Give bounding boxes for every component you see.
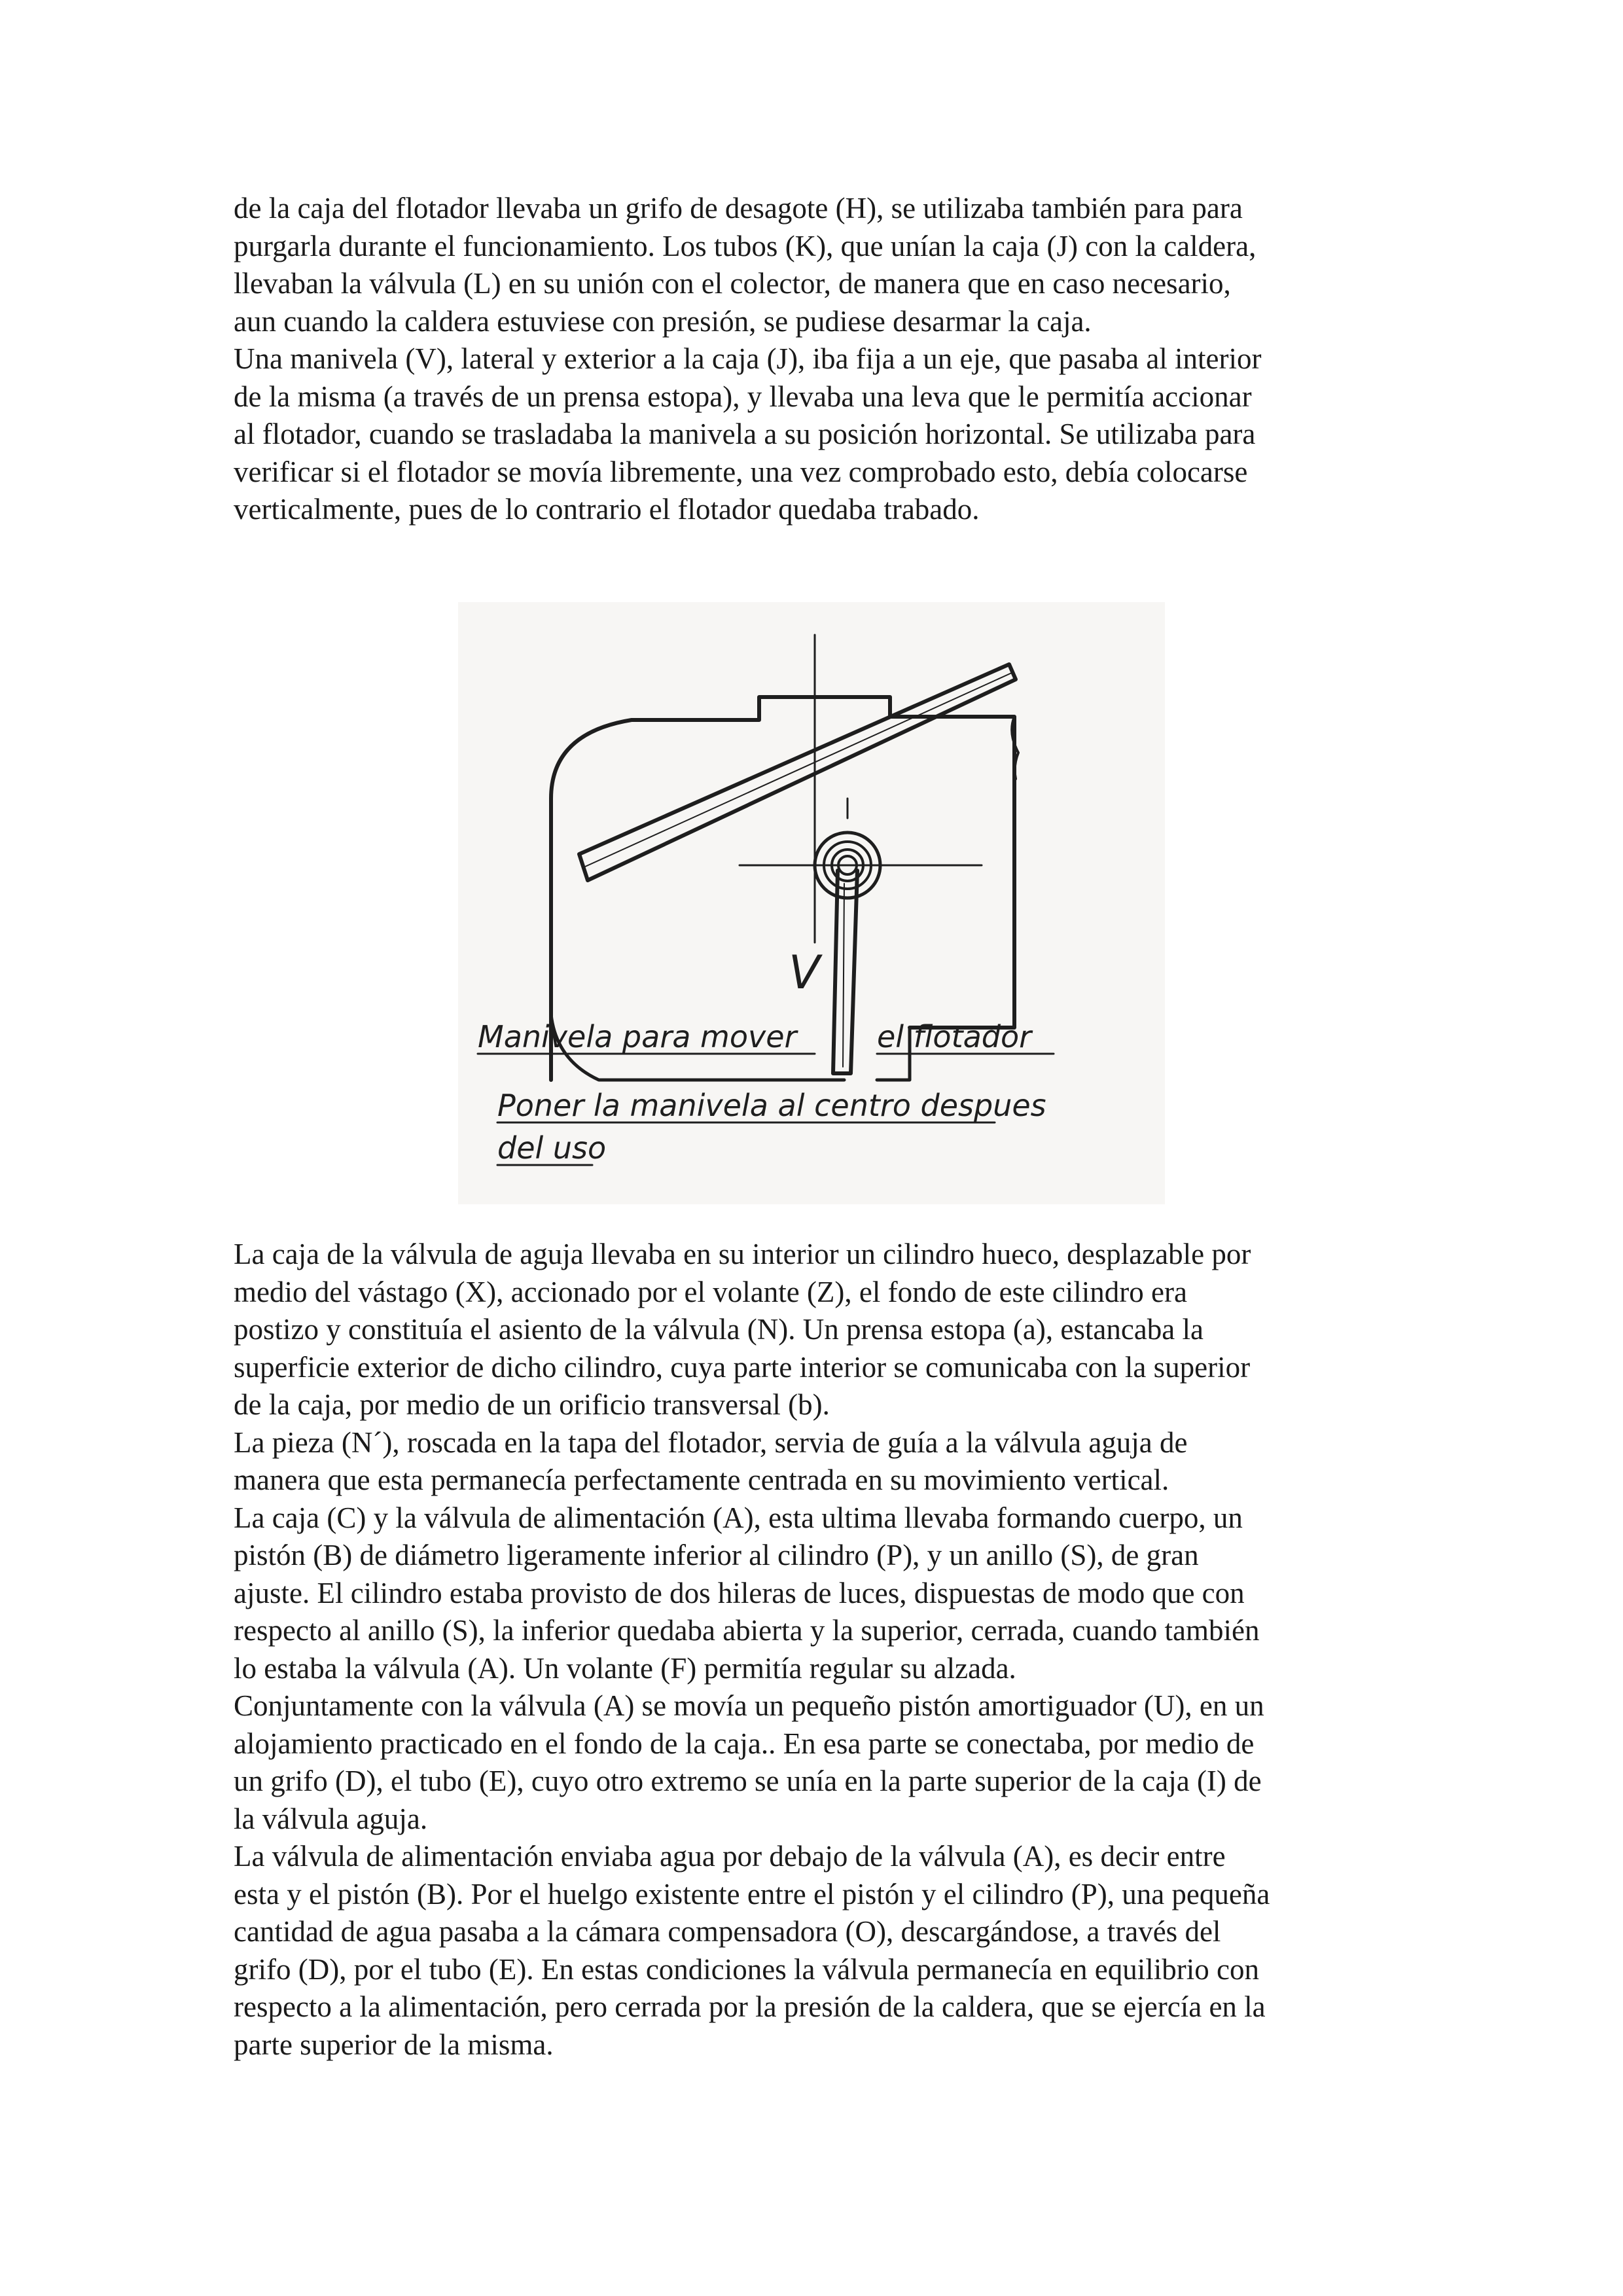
text-line: grifo (D), por el tubo (E). En estas condiciones la válvula permanecía en equilibrio con	[234, 1952, 1259, 1986]
crank-diagram-drawing	[458, 602, 1165, 1204]
text-line: Una manivela (V), lateral y exterior a la caja (J), iba fija a un eje, que pasaba al interior	[234, 342, 1262, 375]
text-line: ajuste. El cilindro estaba provisto de dos hileras de luces, dispuestas de modo que con	[234, 1576, 1245, 1609]
text-line: la válvula aguja.	[234, 1802, 428, 1835]
text-line: respecto al anillo (S), la inferior quedaba abierta y la superior, cerrada, cuando también	[234, 1614, 1260, 1647]
text-line: de la caja, por medio de un orificio transversal (b).	[234, 1388, 830, 1421]
text-line: manera que esta permanecía perfectamente centrada en su movimiento vertical.	[234, 1463, 1169, 1496]
crank-handle	[833, 870, 857, 1073]
text-line: aun cuando la caldera estuviese con presión, se pudiese desarmar la caja.	[234, 304, 1092, 338]
text-line: medio del vástago (X), accionado por el volante (Z), el fondo de este cilindro era	[234, 1275, 1187, 1308]
top-paragraph	[234, 190, 1399, 529]
text-line: postizo y constituía el asiento de la válvula (N). Un prensa estopa (a), estancaba la	[234, 1313, 1204, 1346]
text-line: Conjuntamente con la válvula (A) se movía un pequeño pistón amortiguador (U), en un	[234, 1689, 1264, 1722]
text-line: llevaban la válvula (L) en su unión con el colector, de manera que en caso necesario,	[234, 267, 1231, 300]
crank-handle-centerline	[843, 884, 844, 1067]
diagonal-bar-inner	[584, 673, 1012, 867]
caption-left: Manivela para mover	[478, 1019, 797, 1054]
text-line: La pieza (N´), roscada en la tapa del flotador, servia de guía a la válvula aguja de	[234, 1426, 1188, 1459]
note-line-1: Poner la manivela al centro despues	[497, 1088, 1046, 1123]
text-line: cantidad de agua pasaba a la cámara compensadora (O), descargándose, a través del	[234, 1915, 1221, 1948]
text-line: superficie exterior de dicho cilindro, cuya parte interior se comunicaba con la superior	[234, 1350, 1251, 1384]
text-line: La caja de la válvula de aguja llevaba en su interior un cilindro hueco, desplazable por	[234, 1238, 1251, 1270]
label-v: V	[789, 946, 820, 999]
text-line: respecto a la alimentación, pero cerrada por la presión de la caldera, que se ejercía en la	[234, 1990, 1266, 2023]
text-line: al flotador, cuando se trasladaba la manivela a su posición horizontal. Se utilizaba para	[234, 418, 1256, 450]
text-line: de la caja del flotador llevaba un grifo de desagote (H), se utilizaba también para para	[234, 192, 1243, 224]
text-line: La caja (C) y la válvula de alimentación (A), esta ultima llevaba formando cuerpo, un	[234, 1501, 1243, 1534]
text-line: de la misma (a través de un prensa estopa), y llevaba una leva que le permitía accionar	[234, 380, 1252, 413]
crank-diagram-figure	[458, 602, 1165, 1204]
note-line-2: del uso	[497, 1130, 607, 1166]
text-line: pistón (B) de diámetro ligeramente inferior al cilindro (P), y un anillo (S), de gran	[234, 1539, 1199, 1571]
text-line: lo estaba la válvula (A). Un volante (F) permitía regular su alzada.	[234, 1651, 1016, 1685]
text-line: verticalmente, pues de lo contrario el flotador quedaba trabado.	[234, 493, 980, 526]
text-line: La válvula de alimentación enviaba agua por debajo de la válvula (A), es decir entre	[234, 1840, 1226, 1873]
text-line: parte superior de la misma.	[234, 2028, 554, 2061]
text-line: purgarla durante el funcionamiento. Los tubos (K), que unían la caja (J) con la caldera,	[234, 229, 1257, 262]
text-line: esta y el pistón (B). Por el huelgo existente entre el pistón y el cilindro (P), una pequeña	[234, 1877, 1270, 1910]
text-line: un grifo (D), el tubo (E), cuyo otro extremo se unía en la parte superior de la caja (I) de	[234, 1765, 1262, 1797]
text-line: alojamiento practicado en el fondo de la caja.. En esa parte se conectaba, por medio de	[234, 1727, 1255, 1760]
bottom-paragraph	[234, 1236, 1399, 2064]
caption-right: el flotador	[877, 1019, 1032, 1054]
text-line: verificar si el flotador se movía libremente, una vez comprobado esto, debía colocarse	[234, 455, 1248, 488]
